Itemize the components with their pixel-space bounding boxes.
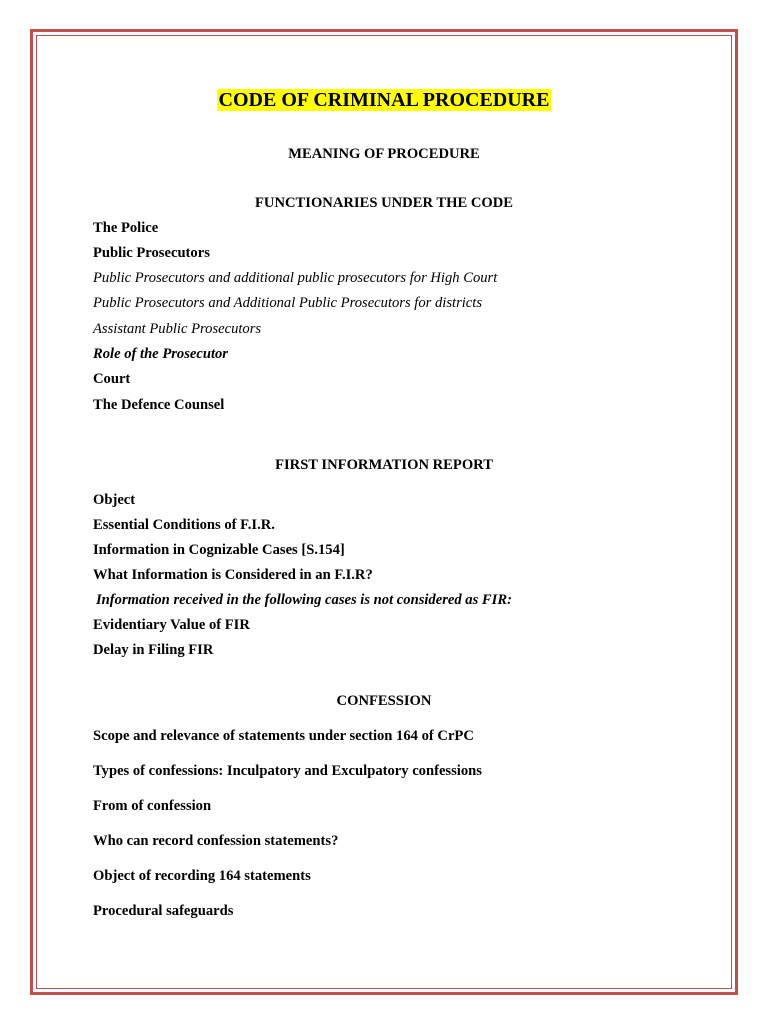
list-item: Who can record confession statements?	[93, 833, 339, 849]
list-item: Public Prosecutors	[93, 245, 210, 261]
list-item: Role of the Prosecutor	[93, 346, 228, 362]
list-item: Object of recording 164 statements	[93, 868, 311, 884]
list-item: Delay in Filing FIR	[93, 642, 214, 658]
list-item: Public Prosecutors and Additional Public Prosecutors for districts	[93, 295, 483, 311]
list-item: Assistant Public Prosecutors	[93, 321, 262, 337]
list-item: The Defence Counsel	[93, 397, 225, 413]
section-heading-fir: FIRST INFORMATION REPORT	[275, 457, 493, 473]
list-item: Information in Cognizable Cases [S.154]	[93, 542, 345, 558]
list-item: Court	[93, 371, 131, 387]
section-heading-functionaries: FUNCTIONARIES UNDER THE CODE	[255, 195, 513, 211]
list-item: Scope and relevance of statements under section 164 of CrPC	[93, 728, 474, 744]
list-item: Essential Conditions of F.I.R.	[93, 517, 275, 533]
section-heading-confession: CONFESSION	[336, 693, 432, 709]
list-item: The Police	[93, 220, 159, 236]
section-heading-meaning: MEANING OF PROCEDURE	[288, 146, 480, 162]
document-title-text: CODE OF CRIMINAL PROCEDURE	[218, 89, 550, 111]
list-item: Information received in the following cases is not considered as FIR:	[96, 592, 512, 608]
list-item: Public Prosecutors and additional public prosecutors for High Court	[93, 270, 498, 286]
list-item: Types of confessions: Inculpatory and Exculpatory confessions	[93, 763, 482, 779]
list-item: What Information is Considered in an F.I.R?	[93, 567, 373, 583]
list-item: Object	[93, 492, 136, 508]
list-item: From of confession	[93, 798, 212, 814]
list-item: Evidentiary Value of FIR	[93, 617, 250, 633]
document-title	[0, 87, 768, 113]
list-item: Procedural safeguards	[93, 903, 234, 919]
